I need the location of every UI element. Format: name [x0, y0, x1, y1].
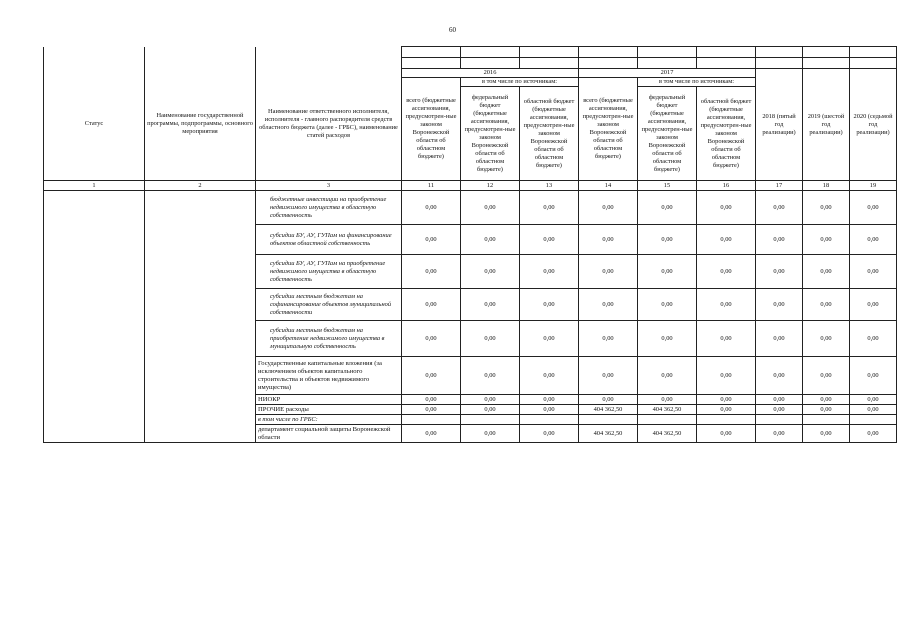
value-cell: 0,00 — [638, 255, 697, 289]
value-cell: 0,00 — [756, 289, 803, 321]
value-cell: 0,00 — [638, 395, 697, 405]
value-cell: 0,00 — [402, 255, 461, 289]
value-cell: 0,00 — [697, 425, 756, 443]
row-label: бюджетные инвестиции на приобретение недвижимого имущества в областную собственность — [256, 191, 402, 225]
value-cell: 0,00 — [803, 255, 850, 289]
total-2016-header: всего (бюджетные ассигнования, предусмотрен-ные законом Воронежской области об областном бюджете) — [402, 78, 461, 181]
value-cell: 0,00 — [850, 405, 897, 415]
column-number-cell: 17 — [756, 181, 803, 191]
value-cell: 0,00 — [697, 191, 756, 225]
column-number-cell: 15 — [638, 181, 697, 191]
value-cell: 0,00 — [697, 225, 756, 255]
value-cell: 0,00 — [756, 395, 803, 405]
value-cell — [520, 415, 579, 425]
regional-2016-header: областной бюджет (бюджетные ассигнования, предусмотрен-ные законом Воронежской области об областном бюджете) — [520, 87, 579, 181]
value-cell: 0,00 — [756, 321, 803, 357]
value-cell: 0,00 — [638, 225, 697, 255]
regional-2017-header: областной бюджет (бюджетные ассигнования, предусмотрен-ные законом Воронежской области об областном бюджете) — [697, 87, 756, 181]
value-cell: 0,00 — [402, 321, 461, 357]
value-cell: 0,00 — [520, 321, 579, 357]
value-cell: 0,00 — [461, 225, 520, 255]
row-label: субсидии местным бюджетам на софинансирование объектов муниципальной собственности — [256, 289, 402, 321]
value-cell: 0,00 — [697, 395, 756, 405]
value-cell: 0,00 — [850, 289, 897, 321]
column-number-cell: 11 — [402, 181, 461, 191]
value-cell: 0,00 — [461, 405, 520, 415]
column-numbers-row — [44, 181, 897, 191]
value-cell: 0,00 — [850, 357, 897, 395]
value-cell: 0,00 — [461, 357, 520, 395]
value-cell: 0,00 — [697, 255, 756, 289]
value-cell: 0,00 — [402, 405, 461, 415]
value-cell: 0,00 — [402, 357, 461, 395]
spacer-row-2 — [44, 58, 897, 69]
value-cell: 0,00 — [402, 191, 461, 225]
value-cell: 0,00 — [803, 405, 850, 415]
value-cell: 0,00 — [803, 289, 850, 321]
value-cell: 0,00 — [756, 255, 803, 289]
value-cell: 0,00 — [697, 321, 756, 357]
status-header: Статус — [44, 69, 145, 181]
value-cell: 0,00 — [638, 321, 697, 357]
row-label: ПРОЧИЕ расходы — [256, 405, 402, 415]
value-cell — [756, 415, 803, 425]
value-cell: 0,00 — [756, 191, 803, 225]
value-cell: 0,00 — [756, 405, 803, 415]
value-cell: 0,00 — [850, 395, 897, 405]
row-label: НИОКР — [256, 395, 402, 405]
sources-2017-header: в том числе по источникам: — [638, 78, 756, 87]
value-cell: 0,00 — [803, 395, 850, 405]
row-label: субсидии БУ, АУ, ГУПам на финансирование объектов областной собственность — [256, 225, 402, 255]
value-cell: 0,00 — [520, 191, 579, 225]
value-cell: 404 362,50 — [638, 405, 697, 415]
value-cell: 0,00 — [520, 425, 579, 443]
value-cell: 0,00 — [579, 225, 638, 255]
value-cell: 0,00 — [803, 425, 850, 443]
value-cell: 0,00 — [461, 321, 520, 357]
column-number-cell: 12 — [461, 181, 520, 191]
federal-2016-header: федеральный бюджет (бюджетные ассигнования, предусмотрен-ные законом Воронежской области об областном бюджете) — [461, 87, 520, 181]
page-number: 60 — [449, 26, 456, 34]
value-cell: 0,00 — [850, 191, 897, 225]
value-cell — [461, 415, 520, 425]
value-cell: 0,00 — [461, 191, 520, 225]
value-cell — [850, 415, 897, 425]
value-cell: 0,00 — [697, 405, 756, 415]
total-2017-header: всего (бюджетные ассигнования, предусмотрен-ные законом Воронежской области об областном бюджете) — [579, 78, 638, 181]
value-cell: 0,00 — [461, 395, 520, 405]
value-cell: 0,00 — [520, 225, 579, 255]
value-cell: 0,00 — [756, 357, 803, 395]
value-cell: 0,00 — [402, 225, 461, 255]
value-cell: 0,00 — [850, 321, 897, 357]
year-2017-header: 2017 — [579, 69, 756, 78]
value-cell: 0,00 — [461, 255, 520, 289]
value-cell: 0,00 — [579, 357, 638, 395]
row-label: субсидии местным бюджетам на приобретение недвижимого имущества в муниципальную собственность — [256, 321, 402, 357]
column-number-cell: 14 — [579, 181, 638, 191]
header-row-years — [44, 69, 897, 78]
value-cell: 0,00 — [461, 425, 520, 443]
value-cell: 0,00 — [579, 321, 638, 357]
column-number-cell: 1 — [44, 181, 145, 191]
value-cell — [803, 415, 850, 425]
year-2016-header: 2016 — [402, 69, 579, 78]
year-2020-header: 2020 (седьмой год реализации) — [850, 69, 897, 181]
value-cell: 0,00 — [697, 289, 756, 321]
year-2018-header: 2018 (пятый год реализации) — [756, 69, 803, 181]
value-cell: 0,00 — [756, 425, 803, 443]
value-cell: 0,00 — [520, 395, 579, 405]
federal-2017-header: федеральный бюджет (бюджетные ассигнования, предусмотрен-ные законом Воронежской области об областном бюджете) — [638, 87, 697, 181]
value-cell: 0,00 — [461, 289, 520, 321]
status-cell — [44, 191, 145, 443]
value-cell: 0,00 — [638, 191, 697, 225]
column-number-cell: 2 — [145, 181, 256, 191]
program-name-header: Наименование государственной программы, подпрограммы, основного мероприятия — [145, 69, 256, 181]
value-cell: 0,00 — [520, 255, 579, 289]
executor-header: Наименование ответственного исполнителя, исполнителя - главного распорядителя средств областного бюджета (далее - ГРБС), наименование статей расходов — [256, 69, 402, 181]
value-cell: 0,00 — [402, 395, 461, 405]
value-cell — [402, 415, 461, 425]
column-number-cell: 19 — [850, 181, 897, 191]
value-cell: 0,00 — [850, 225, 897, 255]
value-cell — [638, 415, 697, 425]
value-cell — [697, 415, 756, 425]
value-cell: 0,00 — [579, 255, 638, 289]
column-number-cell: 18 — [803, 181, 850, 191]
sources-2016-header: в том числе по источникам: — [461, 78, 579, 87]
value-cell: 0,00 — [850, 255, 897, 289]
row-label: департамент социальной защиты Воронежской области — [256, 425, 402, 443]
program-name-cell — [145, 191, 256, 443]
value-cell: 0,00 — [579, 395, 638, 405]
value-cell: 0,00 — [402, 425, 461, 443]
column-number-cell: 16 — [697, 181, 756, 191]
budget-table — [43, 46, 897, 443]
row-label: Государственные капитальные вложения (за исключением объектов капитального строительства и объектов недвижимого имущества) — [256, 357, 402, 395]
value-cell: 0,00 — [756, 225, 803, 255]
value-cell: 0,00 — [520, 289, 579, 321]
value-cell: 0,00 — [803, 225, 850, 255]
value-cell: 0,00 — [803, 191, 850, 225]
column-number-cell: 13 — [520, 181, 579, 191]
value-cell: 0,00 — [402, 289, 461, 321]
row-label: в том числе по ГРБС: — [256, 415, 402, 425]
value-cell: 0,00 — [850, 425, 897, 443]
value-cell: 0,00 — [579, 289, 638, 321]
value-cell: 0,00 — [697, 357, 756, 395]
value-cell — [579, 415, 638, 425]
status-header-cell — [44, 47, 145, 58]
value-cell: 0,00 — [638, 289, 697, 321]
value-cell: 0,00 — [803, 357, 850, 395]
value-cell: 0,00 — [520, 357, 579, 395]
table-row — [44, 191, 897, 225]
year-2019-header: 2019 (шестой год реализации) — [803, 69, 850, 181]
value-cell: 404 362,50 — [638, 425, 697, 443]
value-cell: 404 362,50 — [579, 405, 638, 415]
row-label: субсидии БУ, АУ, ГУПам на приобретение недвижимого имущества в областную собственность — [256, 255, 402, 289]
value-cell: 0,00 — [579, 191, 638, 225]
spacer-row-1 — [44, 47, 897, 58]
value-cell: 0,00 — [520, 405, 579, 415]
column-number-cell: 3 — [256, 181, 402, 191]
value-cell: 0,00 — [638, 357, 697, 395]
value-cell: 0,00 — [803, 321, 850, 357]
value-cell: 404 362,50 — [579, 425, 638, 443]
